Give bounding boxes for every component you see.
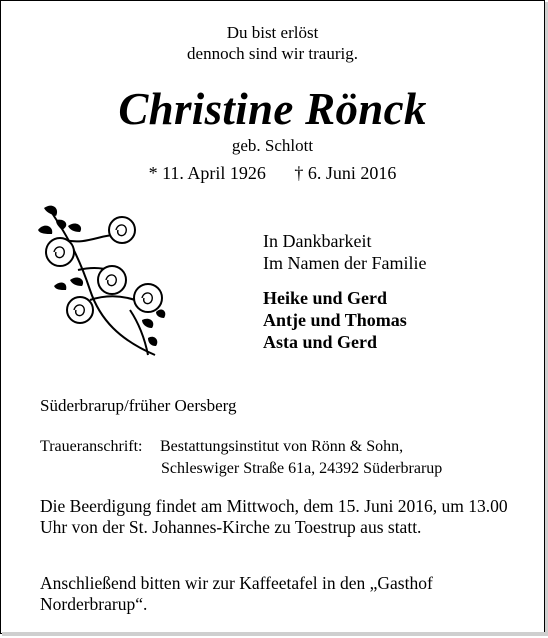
mourning-address — [40, 436, 442, 480]
life-dates — [0, 162, 545, 184]
deceased-name: Christine Rönck — [118, 84, 427, 134]
death-date: † 6. Juni 2016 — [294, 163, 397, 183]
intro-line-2: dennoch sind wir traurig. — [187, 44, 358, 63]
family-member: Heike und Gerd — [263, 288, 388, 308]
family-member: Antje und Thomas — [263, 310, 407, 330]
intro-line-1: Du bist erlöst — [226, 23, 319, 42]
place-line: Süderbrarup/früher Oersberg — [40, 396, 237, 415]
birth-date: * 11. April 1926 — [148, 163, 266, 183]
address-label: Traueranschrift: — [40, 438, 143, 455]
address-line-1: Bestattungsinstitut von Rönn & Sohn, — [160, 438, 404, 455]
closing-lines — [263, 230, 426, 274]
intro-verse — [0, 22, 545, 64]
closing-line-1: In Dankbarkeit — [263, 231, 372, 251]
birth-name: geb. Schlott — [231, 136, 314, 155]
frame-shadow — [2, 632, 547, 636]
closing-line-2: Im Namen der Familie — [263, 253, 427, 273]
funeral-info: Die Beerdigung findet am Mittwoch, dem 15. Juni 2016, um 13.00 Uhr von der St. Johannes-Kirche zu Toestrup aus statt. — [40, 496, 508, 537]
reception-info: Anschließend bitten wir zur Kaffeetafel in den „Gasthof Norderbrarup“. — [40, 573, 433, 614]
roses-icon — [30, 200, 170, 360]
family-member: Asta und Gerd — [263, 332, 378, 352]
family-names — [263, 287, 407, 353]
address-line-2: Schleswiger Straße 61a, 24392 Süderbrarup — [161, 460, 443, 477]
